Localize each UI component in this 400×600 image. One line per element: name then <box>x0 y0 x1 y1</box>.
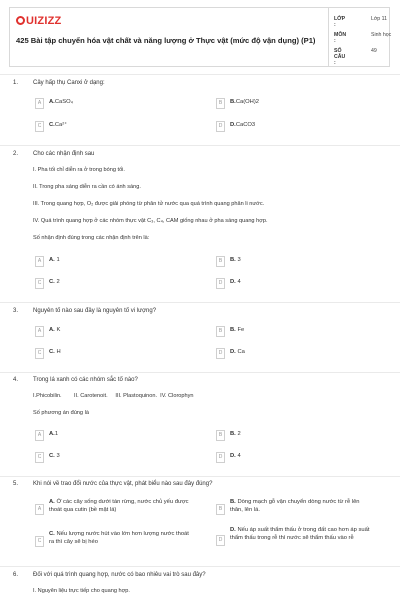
option-letter-box: D <box>216 535 225 546</box>
question-text: Khi nói về trao đổi nước của thực vật, phát biểu nào sau đây đúng? <box>33 481 213 487</box>
statement-line: I. Nguyên liệu trực tiếp cho quang hợp. <box>33 588 130 594</box>
question-text: Cho các nhận định sau <box>33 151 95 157</box>
divider <box>0 372 400 373</box>
option-value: Ở các cây sống dưới tán rừng, nước chủ yếu được thoát qua cutin (bề mặt lá) <box>49 499 189 513</box>
meta-label: MÔN : <box>334 32 347 44</box>
option-value: Fe <box>237 327 245 333</box>
question-number: 5. <box>13 481 19 487</box>
question-text: Trong lá xanh có các nhóm sắc tố nào? <box>33 377 138 383</box>
option-letter-box: D <box>216 452 225 463</box>
option-letter-box: B <box>216 98 225 109</box>
divider <box>0 145 400 146</box>
option-letter-box: C <box>35 536 44 547</box>
option-letter-box: A <box>35 430 44 441</box>
option-label: A. <box>49 499 55 505</box>
question-number: 6. <box>13 572 19 578</box>
option-letter-box: D <box>216 278 225 289</box>
meta-value: Lớp 11 <box>371 16 387 22</box>
option-value: CaCO3 <box>235 122 256 128</box>
option-letter-box: C <box>35 278 44 289</box>
option-letter-box: C <box>35 452 44 463</box>
meta-value: 49 <box>371 48 377 54</box>
meta-value: Sinh học <box>371 32 392 38</box>
question-number: 2. <box>13 151 19 157</box>
logo-q-icon <box>16 16 25 25</box>
quizizz-logo <box>16 15 61 27</box>
option-letter-box: B <box>216 504 225 515</box>
option-value: Ca <box>237 349 245 355</box>
option-value: 4 <box>237 453 241 459</box>
option-label: D. <box>230 349 236 355</box>
option-value: 3 <box>56 453 60 459</box>
option-label: B. <box>230 257 236 263</box>
option-label: C. <box>49 453 55 459</box>
option-label: B. <box>230 99 236 105</box>
option-value: 1 <box>56 257 60 263</box>
option-label: A. <box>49 257 55 263</box>
option-label: A. <box>49 99 55 105</box>
option-value: Ca(OH)2 <box>235 99 260 105</box>
divider <box>0 476 400 477</box>
option-letter-box: A <box>35 98 44 109</box>
option-letter-box: A <box>35 504 44 515</box>
option-value: Nếu áp suất thẩm thấu ở trong đất cao hơn áp suất thẩm thấu trong rễ thì nước sẽ thẩm thấu vào rễ <box>230 527 370 541</box>
option-label: D. <box>230 453 236 459</box>
option-letter-box: D <box>216 121 225 132</box>
meta-label: SỐ CÂU : <box>334 48 346 66</box>
question-number: 3. <box>13 308 19 314</box>
option-letter-box: B <box>216 430 225 441</box>
worksheet-header <box>9 7 390 67</box>
question-number: 1. <box>13 80 19 86</box>
question-text: Nguyên tố nào sau đây là nguyên tố vi lượng? <box>33 308 157 314</box>
option-value: Dòng mạch gỗ vận chuyển dòng nước từ rễ lên thân, lên lá. <box>230 499 360 513</box>
option-label: C. <box>49 531 55 537</box>
divider <box>0 566 400 567</box>
option-letter-box: B <box>216 326 225 337</box>
option-label: A. <box>49 327 55 333</box>
option-value: Nếu lượng nước hút vào lớn hơn lượng nước thoát ra thì cây sẽ bị héo <box>49 531 189 545</box>
option-letter-box: A <box>35 256 44 267</box>
option-label: C. <box>49 349 55 355</box>
option-value: 2 <box>56 279 60 285</box>
option-label: B. <box>230 499 236 505</box>
statement-line: IV. Quá trình quang hợp ở các nhóm thực vật C₃, C₄, CAM giống nhau ở pha sáng quang hợp. <box>33 218 268 224</box>
option-letter-box: B <box>216 256 225 267</box>
option-value: K <box>56 327 61 333</box>
question-number: 4. <box>13 377 19 383</box>
option-label: C. <box>49 122 55 128</box>
option-label: D. <box>230 527 236 533</box>
option-letter-box: A <box>35 326 44 337</box>
option-value: H <box>56 349 61 355</box>
option-value: 1 <box>54 431 59 437</box>
option-label: B. <box>230 327 236 333</box>
question-text: Đối với quá trình quang hợp, nước có bao nhiêu vai trò sau đây? <box>33 572 206 578</box>
statement-line: I.Phicobilin. II. Carotenoit. III. Plastoquinon. IV. Clorophyn <box>33 393 194 399</box>
option-value: 2 <box>237 431 241 437</box>
logo-text: UIZIZZ <box>26 15 62 27</box>
option-label: D. <box>230 279 236 285</box>
option-letter-box: D <box>216 348 225 359</box>
statement-line: Số phương án đúng là <box>33 410 89 416</box>
option-value: CaSO₄ <box>54 99 73 105</box>
divider <box>0 302 400 303</box>
worksheet-title: 425 Bài tập chuyển hóa vật chất và năng lượng ở Thực vật (mức độ vận dụng) (P1) <box>16 36 316 45</box>
option-value: 3 <box>237 257 241 263</box>
option-value: 4 <box>237 279 241 285</box>
statement-line: Số nhận định đúng trong các nhận định trên là: <box>33 235 150 241</box>
meta-panel <box>328 8 391 66</box>
statement-line: II. Trong pha sáng diễn ra cần có ánh sáng. <box>33 184 141 190</box>
option-label: C. <box>49 279 55 285</box>
question-text: Cây hấp thụ Canxi ở dạng: <box>33 80 105 86</box>
option-value: Ca²⁺ <box>54 122 68 128</box>
statement-line: III. Trong quang hợp, O₂ được giải phóng từ phân tử nước qua quá trình quang phân li nước. <box>33 201 265 207</box>
statement-line: I. Pha tối chỉ diễn ra ở trong bóng tối. <box>33 167 125 173</box>
option-label: D. <box>230 122 236 128</box>
option-label: A. <box>49 431 55 437</box>
option-letter-box: C <box>35 121 44 132</box>
option-letter-box: C <box>35 348 44 359</box>
divider <box>0 74 400 75</box>
option-label: B. <box>230 431 236 437</box>
meta-label: LỚP : <box>334 16 345 28</box>
